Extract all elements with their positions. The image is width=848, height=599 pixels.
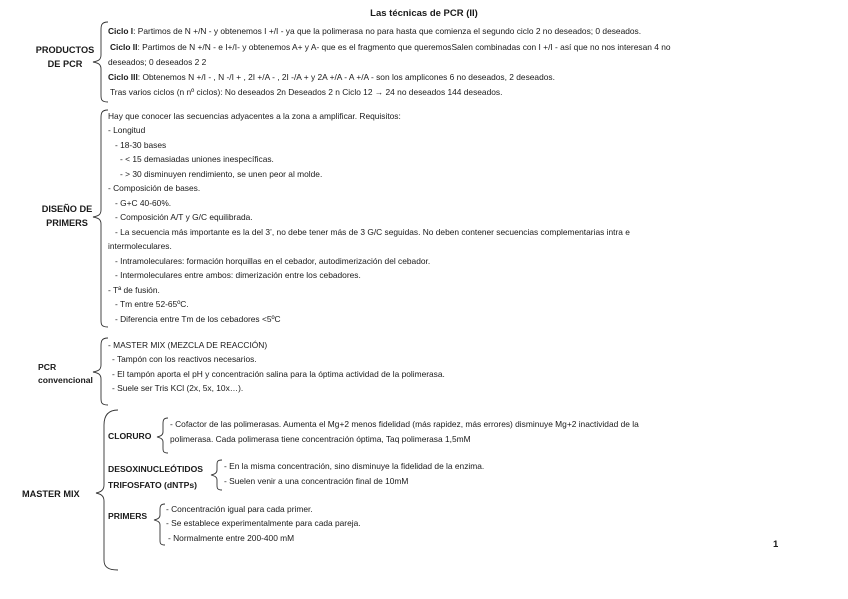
dntps-line: - En la misma concentración, sino disminuye la fidelidad de la enzima.: [224, 461, 485, 471]
primers-line: - Concentración igual para cada primer.: [166, 504, 313, 514]
diseno-line: - La secuencia más importante es la del 3’, no debe tener más de 3 G/C seguidas. No deben contener secuencias complementarias intra e: [115, 227, 630, 237]
diseno-line: intermoleculares.: [108, 241, 172, 251]
diseno-line: - < 15 demasiadas uniones inespecíficas.: [120, 154, 274, 164]
ciclo-3-text: [108, 70, 555, 85]
ciclo-2-cont: deseados; 0 deseados 2 2: [108, 57, 207, 67]
pcr-line: - Tampón con los reactivos necesarios.: [112, 354, 257, 364]
varios-ciclos-text: Tras varios ciclos (n nº ciclos): No deseados 2n Deseados 2 n Ciclo 12 → 24 no deseados 144 deseados.: [110, 87, 503, 97]
label-productos-pcr: [30, 43, 100, 71]
label-line: convencional: [38, 375, 93, 385]
pcr-line: - Suele ser Tris KCl (2x, 5x, 10x…).: [112, 383, 244, 393]
label-dntps: [108, 463, 203, 492]
dntps-line: - Suelen venir a una concentración final de 10mM: [224, 476, 409, 486]
label-pcr-convencional: [38, 361, 93, 387]
diseno-line: - Tm entre 52-65ºC.: [115, 299, 189, 309]
page-title: Las técnicas de PCR (II): [370, 8, 478, 19]
cloruro-line: - Cofactor de las polimerasas. Aumenta el Mg+2 menos fidelidad (más rapidez, más errores) disminuye Mg+2 inactividad de la: [170, 419, 639, 429]
diseno-line: - Intramoleculares: formación horquillas en el cebador, autodimerización del cebador.: [115, 256, 431, 266]
ciclo-1-text: [108, 24, 641, 39]
brace-dntps: [211, 460, 222, 490]
pcr-line: - MASTER MIX (MEZCLA DE REACCIÓN): [108, 340, 268, 350]
primers-line: - Normalmente entre 200-400 mM: [168, 533, 295, 543]
label-line: PRODUCTOS: [35, 45, 95, 55]
diseno-line: - Longitud: [108, 125, 146, 135]
label-diseno-primers: [28, 202, 106, 230]
brace-cloruro: [157, 418, 168, 453]
ciclo-1-head: Ciclo I: [108, 26, 134, 36]
label-line: TRIFOSFATO (dNTPs): [108, 480, 197, 490]
diseno-line: - G+C 40-60%.: [115, 198, 172, 208]
label-line: DESOXINUCLEÓTIDOS: [108, 464, 204, 474]
diseno-line: - Intermoleculares entre ambos: dimerización entre los cebadores.: [115, 270, 361, 280]
ciclo-1-body: : Partimos de N +/N - y obtenemos I +/I - ya que la polimerasa no para hasta que comienza el segundo ciclo 2 no deseados; 0 deseados.: [133, 26, 642, 36]
diseno-line: Hay que conocer las secuencias adyacentes a la zona a amplificar. Requisitos:: [108, 111, 401, 121]
label-line: PCR: [38, 362, 57, 372]
label-line: DISEÑO DE: [41, 204, 93, 214]
label-primers: PRIMERS: [108, 511, 148, 521]
ciclo-2-text: [110, 40, 671, 55]
cloruro-line: polimerasa. Cada polimerasa tiene concentración óptima, Taq polimerasa 1,5mM: [170, 434, 471, 444]
brace-pcr: [93, 338, 108, 405]
ciclo-3-body: : Obtenemos N +/I - , N -/I + , 2I +/A - , 2I -/A + y 2A +/A - A +/A - son los amplicones 6 no deseados, 2 deseados.: [137, 72, 555, 82]
diseno-line: - Composición A/T y G/C equilibrada.: [115, 212, 253, 222]
label-line: DE PCR: [47, 59, 83, 69]
page-number: 1: [773, 539, 779, 550]
diseno-line: - Composición de bases.: [108, 183, 201, 193]
pcr-line: - El tampón aporta el pH y concentración salina para la óptima actividad de la polimerasa.: [112, 369, 445, 379]
diseno-line: - Diferencia entre Tm de los cebadores <5ºC: [115, 314, 281, 324]
ciclo-2-head: Ciclo II: [110, 42, 138, 52]
diseno-line: - 18-30 bases: [115, 140, 167, 150]
diseno-line: - > 30 disminuyen rendimiento, se unen peor al molde.: [120, 169, 323, 179]
label-master-mix: MASTER MIX: [22, 489, 80, 499]
ciclo-2-body: : Partimos de N +/N - e I+/I- y obtenemos A+ y A- que es el fragmento que queremosSalen combinadas con I +/I - así que no nos interesan 4 no: [137, 42, 671, 52]
diseno-line: - Tª de fusión.: [108, 285, 160, 295]
primers-line: - Se establece experimentalmente para cada pareja.: [166, 518, 361, 528]
label-cloruro: CLORURO: [108, 431, 152, 441]
brace-primers: [154, 504, 165, 545]
ciclo-3-head: Ciclo III: [108, 72, 138, 82]
label-line: PRIMERS: [46, 218, 88, 228]
